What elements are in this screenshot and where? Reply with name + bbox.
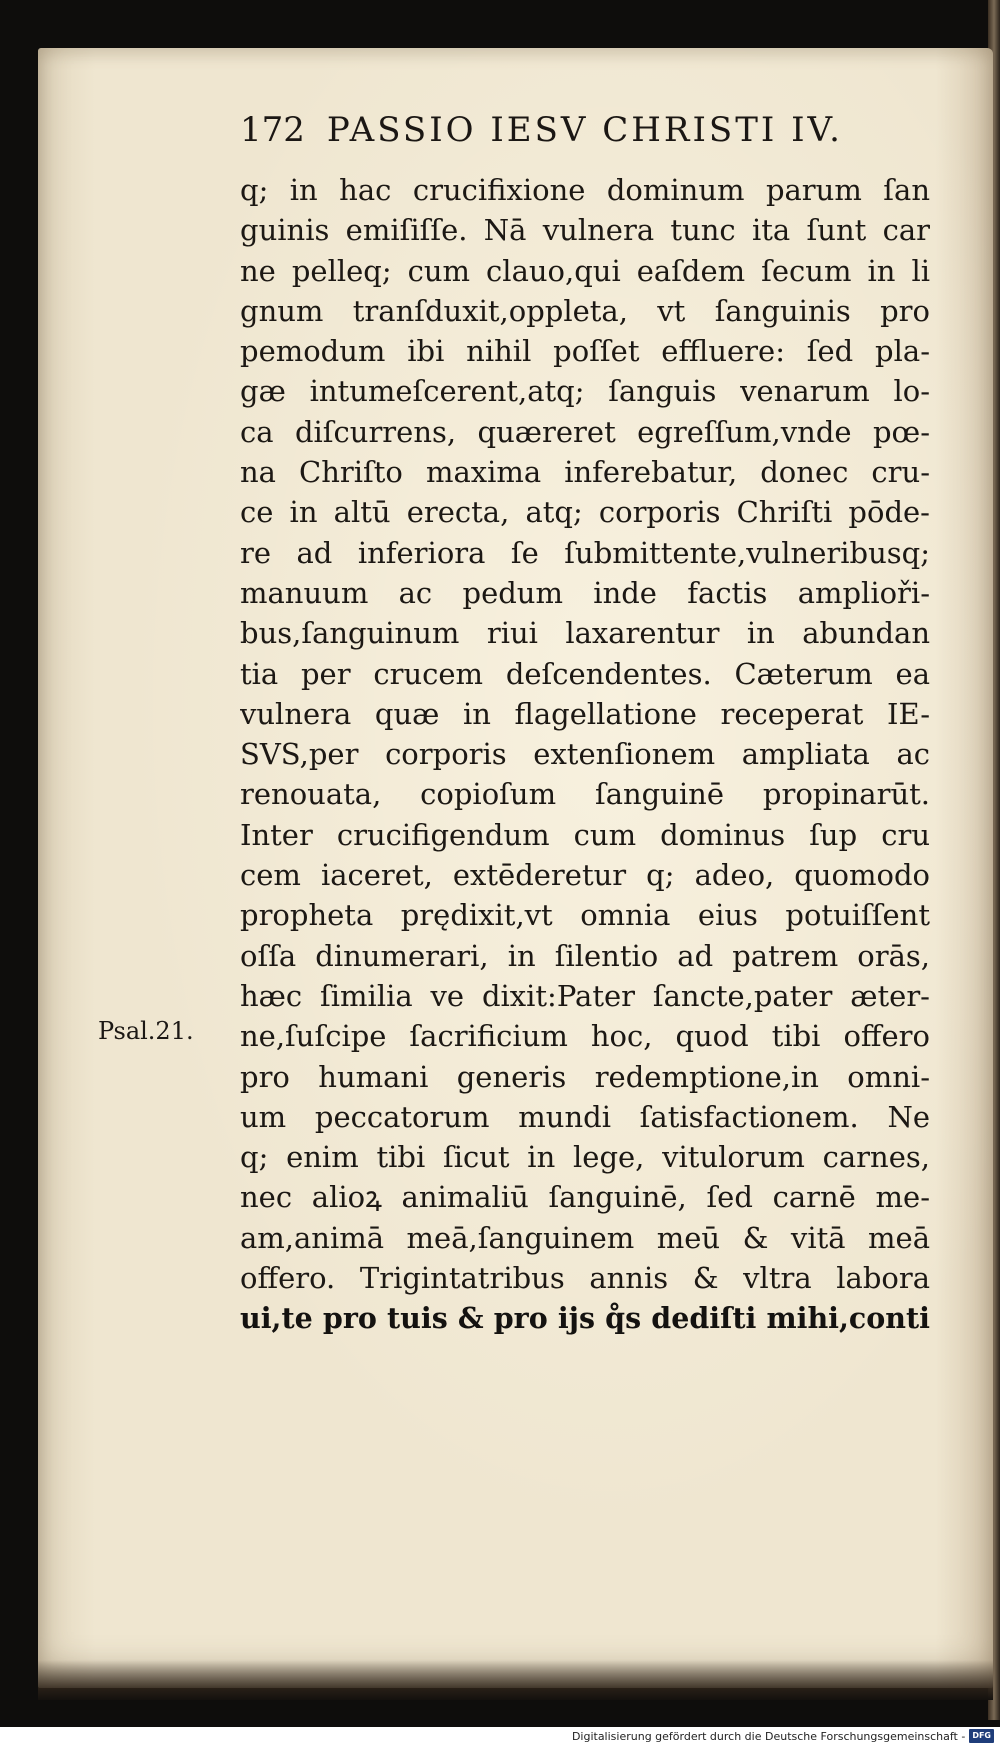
text-line: ui,te pro tuis & pro ijs q̊s dediſti mihi,conti <box>240 1301 930 1336</box>
text-line: manuum ac pedum inde factis amplioři- <box>240 575 930 610</box>
text-line: cem iaceret, extēderetur q; adeo, quomodo <box>240 858 930 893</box>
marginal-note: Psal.21. <box>98 1017 194 1045</box>
text-line: um peccatorum mundi ſatisfactionem. Ne <box>240 1099 930 1134</box>
text-line: re ad inferiora ſe ſubmittente,vulneribusq; <box>240 535 930 570</box>
text-line: Inter crucifigendum cum dominus ſup cru <box>240 817 930 852</box>
text-line: renouata, copioſum ſanguinē propinarūt. <box>240 777 930 812</box>
text-line: pemodum ibi nihil poſſet effluere: ſed pla- <box>240 334 930 369</box>
footer-credit-text: Digitalisierung gefördert durch die Deutsche Forschungsgemeinschaft - <box>571 1729 966 1743</box>
text-line: propheta prędixit,vt omnia eius potuiſſent <box>240 898 930 933</box>
footer-credit <box>572 1729 994 1743</box>
text-line: pro humani generis redemptione,in omni- <box>240 1059 930 1094</box>
text-line: SVS,per corporis extenſionem ampliata ac <box>240 737 930 772</box>
body-text <box>240 170 930 1339</box>
running-title: PASSIO IESV CHRISTI IV. <box>326 110 843 150</box>
text-line: gæ intumeſcerent,atq; ſanguis venarum lo- <box>240 374 930 409</box>
text-line: na Chriſto maxima inferebatur, donec cru- <box>240 455 930 490</box>
text-line: am,animā meā,ſanguinem meū & vitā meā <box>240 1220 930 1255</box>
text-line: guinis emiſiſſe. Nā vulnera tunc ita ſunt car <box>240 213 930 248</box>
text-line: vulnera quæ in flagellatione receperat IE- <box>240 696 930 731</box>
text-line: ne,ſuſcipe ſacrificium hoc, quod tibi offero <box>240 1019 930 1054</box>
page-number: 172 <box>240 110 305 150</box>
text-line: offero. Trigintatribus annis & vltra labora <box>240 1261 930 1296</box>
text-line: gnum tranſduxit,oppleta, vt ſanguinis pro <box>240 293 930 328</box>
running-head <box>240 110 920 150</box>
text-line: q; enim tibi ſicut in lege, vitulorum carnes, <box>240 1140 930 1175</box>
text-line: nec alioꝝ animaliū ſanguinē, ſed carnē me- <box>240 1180 930 1215</box>
text-line: hæc ſimilia ve dixit:Pater ſancte,pater æter- <box>240 978 930 1013</box>
page-bottom-shadow <box>38 1660 993 1700</box>
text-line: q; in hac crucifixione dominum parum ſan <box>240 173 930 207</box>
dfg-logo-icon: DFG <box>969 1729 994 1743</box>
text-line: ca diſcurrens, quæreret egreſſum,vnde pœ- <box>240 414 930 449</box>
text-line: ce in altū erecta, atq; corporis Chriſti pōde- <box>240 495 930 530</box>
text-line: bus,ſanguinum riui laxarentur in abundan <box>240 616 930 651</box>
text-line: tia per crucem deſcendentes. Cæterum ea <box>240 656 930 691</box>
text-line: oſſa dinumerari, in ſilentio ad patrem orās, <box>240 938 930 973</box>
text-line: ne pelleq; cum clauo,qui eaſdem ſecum in li <box>240 253 930 288</box>
